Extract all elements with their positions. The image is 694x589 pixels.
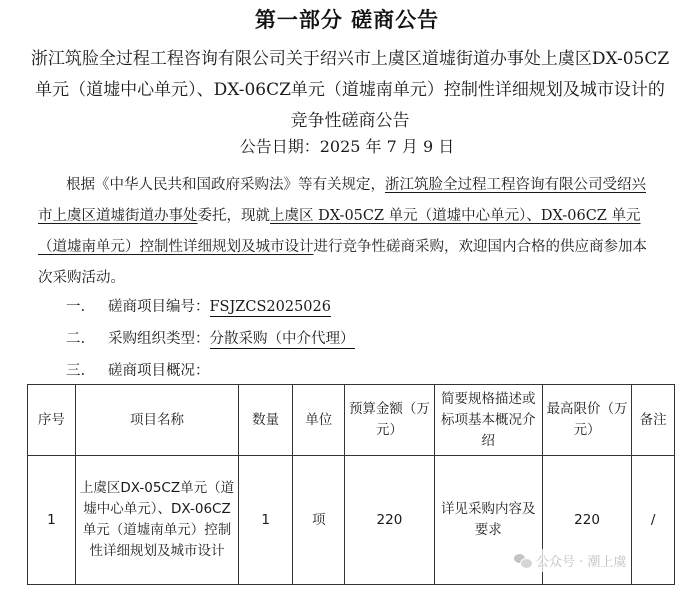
procurement-type-value: 分散采购（中介代理） <box>209 331 355 347</box>
item-project-overview <box>66 359 210 380</box>
announcement-title: 浙江筑脸全过程工程咨询有限公司关于绍兴市上虞区道墟街道办事处上虞区DX-05CZ单元（道墟中心单元）、DX-06CZ单元（道墟南单元）控制性详细规划及城市设计的竞争性磋商公告 <box>30 49 670 131</box>
item-number: 二. <box>66 331 86 347</box>
intro-text-3: 委托，现就 <box>197 208 270 224</box>
announcement-date: 公告日期：2025 年 7 月 9 日 <box>239 137 455 156</box>
header-cell-description: 简要规格描述或标项基本概况介绍 <box>434 385 542 456</box>
header-cell-unit: 单位 <box>293 385 345 456</box>
header-cell-budget: 预算金额（万元） <box>345 385 434 456</box>
cell-unit: 项 <box>293 456 345 585</box>
section-title: 第一部分 磋商公告 <box>254 7 440 32</box>
wechat-icon <box>514 554 531 568</box>
cell-max-price: 220 <box>542 456 631 585</box>
client-name: 绍兴市上虞区道墟街道办事处 <box>38 177 646 224</box>
agent-name: 浙江筑脸全过程工程咨询有限公司 <box>385 177 603 193</box>
cell-quantity: 1 <box>239 456 293 585</box>
header-cell-max-price: 最高限价（万元） <box>542 385 631 456</box>
cell-remarks: / <box>632 456 675 585</box>
intro-text-2: 受 <box>602 177 617 193</box>
item-label: 采购组织类型： <box>108 331 210 347</box>
table-header-row <box>28 385 675 456</box>
intro-paragraph <box>38 170 658 294</box>
item-project-number <box>66 295 331 316</box>
cell-budget: 220 <box>345 456 434 585</box>
header-cell-index: 序号 <box>28 385 76 456</box>
header-cell-project-name: 项目名称 <box>75 385 238 456</box>
intro-text-1: 根据《中华人民共和国政府采购法》等有关规定， <box>66 177 385 193</box>
header-cell-remarks: 备注 <box>632 385 675 456</box>
item-label: 磋商项目编号： <box>108 299 210 315</box>
cell-description: 详见采购内容及要求 <box>434 456 542 585</box>
item-number: 一. <box>66 299 86 315</box>
project-name: 上虞区 DX-05CZ 单元（道墟中心单元）、DX-06CZ 单元（道墟南单元）控制性详细规划及城市设计 <box>38 208 641 255</box>
cell-index: 1 <box>28 456 76 585</box>
item-label: 磋商项目概况： <box>108 363 210 379</box>
watermark <box>510 549 630 572</box>
project-number-value: FSJZCS2025026 <box>209 299 331 315</box>
item-procurement-type <box>66 327 355 348</box>
item-number: 三. <box>66 363 86 379</box>
intro-text-4: 进行竞争性磋商采购，欢迎国内合格的供应商参加本次采购活动。 <box>38 239 647 286</box>
header-cell-quantity: 数量 <box>239 385 293 456</box>
watermark-text: 公众号 · 潮上虞 <box>536 555 627 570</box>
cell-project-name: 上虞区DX-05CZ单元（道墟中心单元）、DX-06CZ单元（道墟南单元）控制性详细规划及城市设计 <box>75 456 238 585</box>
